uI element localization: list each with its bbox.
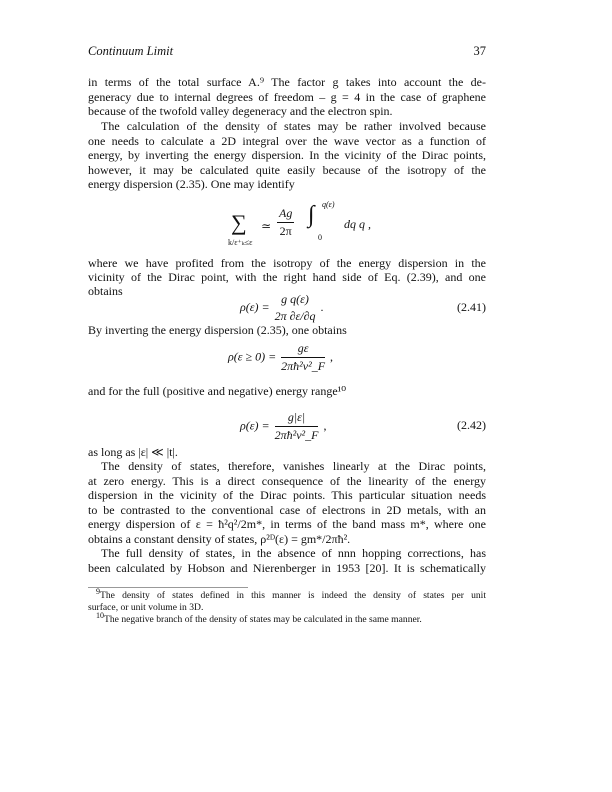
text-line: in terms of the total surface A.⁹ The factor g takes into account the de- <box>88 75 486 89</box>
integral-lower: 0 <box>318 233 322 242</box>
eq-lhs: ρ(ε) = <box>240 418 270 433</box>
text-line: The calculation of the density of states may be rather involved because <box>101 119 486 133</box>
fraction: $\frac{Ag}{2\pi}$ <box>279 206 293 238</box>
footnote-10: $^{10}$The negative branch of the density of states may be calculated in the same manner. <box>96 610 422 625</box>
integral-upper: q(ε) <box>322 200 335 209</box>
text-line: By inverting the energy dispersion (2.35), one obtains <box>88 323 347 337</box>
text-line: at zero energy. This is a direct consequence of the linearity of the energy <box>88 474 486 488</box>
sum-symbol: ∑ <box>231 210 247 235</box>
footnote-9-cont: surface, or unit volume in 3D. <box>88 602 204 613</box>
text-line: where we have profited from the isotropy of the energy dispersion in the <box>88 256 486 270</box>
text-line: however, it may be calculated quite easily because of the isotropy of the <box>88 163 486 177</box>
text-line: energy dispersion (2.35). One may identify <box>88 177 295 191</box>
text-line: as long as |ε| ≪ |t|. <box>88 445 178 459</box>
equation-number: (2.42) <box>457 418 486 432</box>
text-line: obtains a constant density of states, ρ²ᴰ(ε) = gm*/2πħ². <box>88 532 351 546</box>
eq-lhs: ρ(ε) = <box>240 299 270 314</box>
text-line: vicinity of the Dirac point, with the right hand side of Eq. (2.39), and one <box>88 270 486 284</box>
eq-lhs: ρ(ε ≥ 0) = <box>228 349 277 364</box>
approx-sign: ≃ <box>261 219 272 233</box>
integral-sign: ∫ <box>308 202 315 228</box>
eq-punct: , <box>330 349 334 364</box>
page-number: 37 <box>473 44 486 58</box>
fraction: g q(ε) 2π ∂ε/∂q <box>274 292 316 323</box>
text-line: because of the twofold valley degeneracy and the electron spin. <box>88 104 393 118</box>
text-line: energy, by inverting the energy dispersion. In the vicinity of the Dirac points, <box>88 148 486 162</box>
fraction: $\frac{g\varepsilon}{\text{2πħ²v²\_F}}$ <box>281 341 326 373</box>
text-line: dispersion in the vicinity of the Dirac points. This particular situation needs <box>88 488 486 502</box>
sum-subscript: k/ε⁺ₖ≤ε <box>228 238 253 247</box>
equation-2-42 <box>240 410 326 443</box>
text-line: energy dispersion of ε = ħ²q²/2m*, in terms of the band mass m*, where one <box>88 517 486 531</box>
equation-sum <box>228 200 428 260</box>
fraction: $\frac{g|\varepsilon|}{\text{2πħ²v²\_F}}$ <box>274 410 319 442</box>
eq-punct: . <box>320 299 324 314</box>
equation-2-41 <box>240 292 324 324</box>
eq-punct: , <box>323 418 327 433</box>
text-line: been calculated by Hobson and Nierenberger in 1953 [20]. It is schematically <box>88 561 486 575</box>
equation-positive <box>228 341 333 374</box>
text-line: and for the full (positive and negative) energy range¹⁰ <box>88 384 347 398</box>
text-line: obtains <box>88 284 123 298</box>
equation-number: (2.41) <box>457 300 486 314</box>
text-line: to be contrasted to the conventional case of electrons in 2D metals, with an <box>88 503 486 517</box>
footnote-9: $^9$The density of states defined in this manner is indeed the density of states per unit <box>96 586 486 601</box>
chapter-title: Continuum Limit <box>88 44 174 58</box>
text-line: generacy due to internal degrees of freedom – g = 4 in the case of graphene <box>88 90 486 104</box>
footnote-rule <box>88 587 248 588</box>
integrand: dq q , <box>344 217 371 231</box>
text-line: The density of states, therefore, vanishes linearly at the Dirac points, <box>101 459 486 473</box>
text-line: The full density of states, in the absence of nnn hopping corrections, has <box>101 546 486 560</box>
running-header <box>88 44 486 59</box>
text-line: one needs to calculate a 2D integral over the wave vector as a function of <box>88 134 486 148</box>
